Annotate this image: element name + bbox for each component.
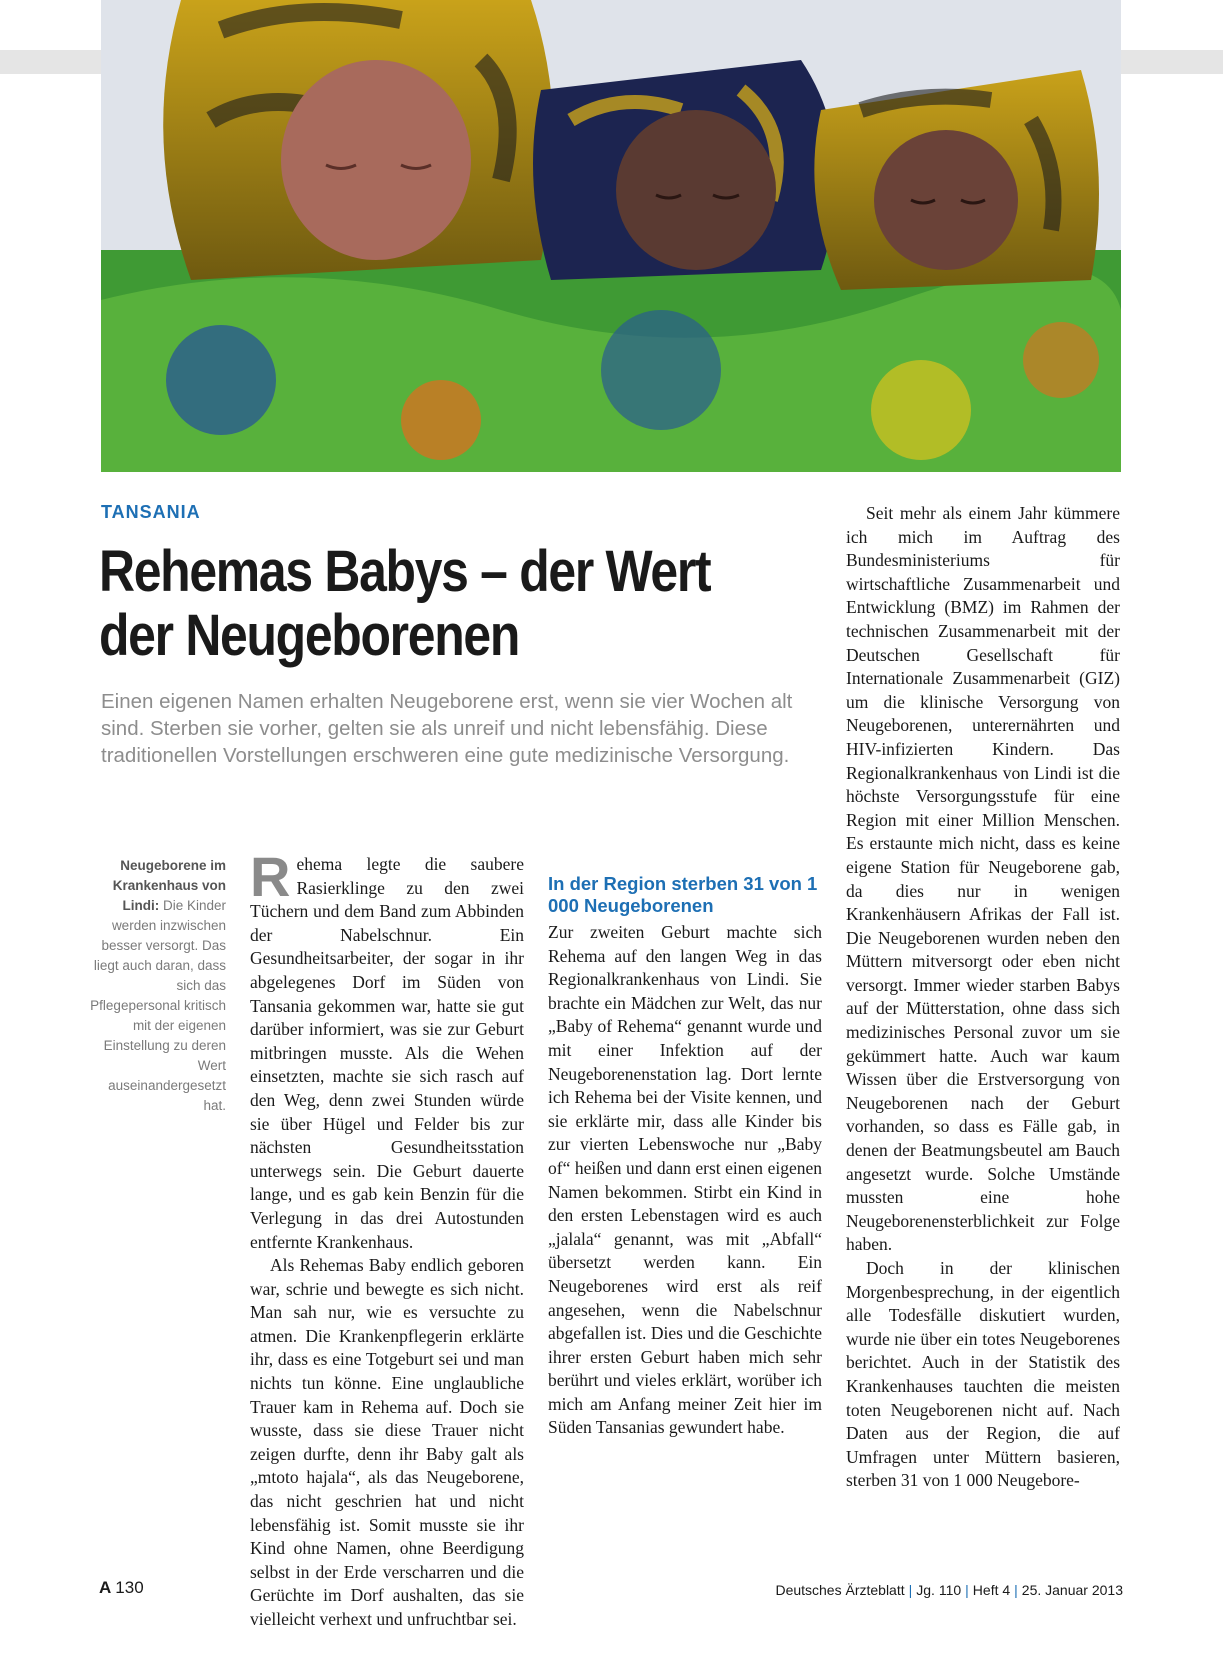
paragraph-5: Doch in der klinischen Morgenbesprechung, in der eigentlich alle Todesfälle diskutiert wurden, wurde nie über ein totes Neugeborenes berichtet. Auch in der Statistik des Krankenhauses tauchten die meisten toten Neugeborenen nicht auf. Nach Daten aus der Region, die auf Umfragen unter Müttern basieren, sterben 31 von 1 000 Neugebore- xyxy=(846,1258,1120,1491)
section-subhead: In der Region sterben 31 von 1 000 Neugeborenen xyxy=(548,873,818,916)
paragraph-2: Als Rehemas Baby endlich geboren war, schrie und bewegte es sich nicht. Man sah nur, wie es versuchte zu atmen. Die Krankenpflegerin erklärte ihr, dass es eine Totgeburt sei und man nichts tun könne. Eine unglaubliche Trauer kam in Rehema auf. Doch sie wusste, dass sie diese Trauer nicht zeigen durfte, denn ihr Baby galt als „mtoto hajala“, als das Neugeborene, das nicht geschrien hat und nicht lebensfähig ist. Somit musste sie ihr Kind ohne Namen, ohne Beerdigung selbst in der Erde verscharren und die Gerüchte im Dorf aushalten, das sie vielleicht verhext und unfruchtbar sei. xyxy=(250,1255,524,1629)
three-newborns-icon xyxy=(101,0,1121,472)
body-column-1 xyxy=(250,845,524,1629)
paragraph-1-text: ehema legte die saubere Rasierklinge zu den zwei Tüchern und dem Band zum Abbinden der Nabelschnur. Ein Gesundheitsarbeiter, der sogar in ihr abgelegenes Dorf im Süden von Tansania gekommen war, hatte sie gut darüber informiert, was sie zur Geburt mitbringen musste. Als die Wehen einsetzten, machte sie sich rasch auf den Weg, denn zwei Stunden würde sie über Hügel und Felder bis zur nächsten Gesundheitsstation unterwegs sein. Die Geburt dauerte lange, und es gab kein Benzin für die Verlegung in das drei Autostunden entfernte Krankenhaus. xyxy=(250,854,524,1252)
caption-text: Die Kinder werden inzwischen besser versorgt. Das liegt auch daran, dass sich das Pflegepersonal kritisch mit der eigenen Einstellung zu deren Wert auseinandergesetzt hat. xyxy=(90,898,226,1113)
top-band-left xyxy=(0,50,101,74)
drop-cap: R xyxy=(250,845,291,908)
journal-issue: Heft 4 xyxy=(972,1582,1011,1598)
page-number-value: 130 xyxy=(115,1578,144,1597)
paragraph-3: Zur zweiten Geburt machte sich Rehema auf den langen Weg in das Regionalkrankenhaus von Lindi. Sie brachte ein Mädchen zur Welt, das nur „Baby of Rehema“ genannt wurde und mit einer Infektion auf der Neugeborenenstation lag. Dort lernte ich Rehema bei der Visite kennen, und sie erklärte mir, dass alle Kinder bis zur vierten Lebenswoche nur „Baby of“ heißen und dann erst einen eigenen Namen bekommen. Stirbt ein Kind in den ersten Lebenstagen wird es auch „jalala“ genannt, was mit „Abfall“ übersetzt werden kann. Ein Neugeborenes wird erst als reif angesehen, wenn die Nabelschnur abgefallen ist. Dies und die Geschichte ihrer ersten Geburt haben mich sehr berührt und vieles erklärt, worüber ich mich am Anfang meiner Zeit hier im Süden Tansanias gewundert habe. xyxy=(548,922,822,1438)
journal-footer: Deutsches Ärzteblatt | Jg. 110 | Heft 4 | 25. Januar 2013 xyxy=(775,1582,1123,1598)
article-kicker: TANSANIA xyxy=(101,502,201,522)
photo-caption xyxy=(90,856,226,1116)
journal-volume: Jg. 110 xyxy=(916,1582,962,1598)
article-headline xyxy=(99,540,718,668)
page-number xyxy=(99,1578,144,1598)
top-band-right xyxy=(1121,50,1223,74)
paragraph-1 xyxy=(250,845,524,1254)
body-column-3 xyxy=(846,502,1120,1493)
headline-line-1: Rehemas Babys – der Wert xyxy=(99,539,711,604)
paragraph-4: Seit mehr als einem Jahr kümmere ich mich im Auftrag des Bundesministeriums für wirtschaftliche Zusammenarbeit und Entwicklung (BMZ) im Rahmen der technischen Zusammenarbeit mit der Deutschen Gesellschaft für Internationale Zusammenarbeit (GIZ) um die klinische Versorgung von Neugeborenen, unterernährten und HIV-infizierten Kindern. Das Regionalkrankenhaus von Lindi ist die höchste Versorgungsstufe für eine Region mit einer Million Menschen. Es erstaunte mich nicht, dass es keine eigene Station für Neugeborene gab, da dies nur in wenigen Krankenhäusern Afrikas der Fall ist. Die Neugeborenen wurden neben den Müttern mitversorgt oder eben nicht versorgt. Immer wieder starben Babys auf der Mütterstation, ohne dass sich medizinisches Personal zuvor um sie gekümmert hatte. Auch war kaum Wissen über die Erstversorgung von Neugeborenen nach der Geburt vorhanden, so dass es Fälle gab, in denen der Beatmungsbeutel am Bauch angesetzt wurde. Solche Umstände mussten eine hohe Neugeborenensterblichkeit zur Folge haben. xyxy=(846,503,1120,1255)
headline-line-2: der Neugeborenen xyxy=(99,603,520,668)
journal-name: Deutsches Ärzteblatt xyxy=(775,1582,905,1598)
page-prefix: A xyxy=(99,1578,112,1597)
article-photo xyxy=(101,0,1121,472)
article-lead: Einen eigenen Namen erhalten Neugeborene erst, wenn sie vier Wochen alt sind. Sterben sie vorher, gelten sie als unreif und nicht lebensfähig. Diese traditionellen Vorstellungen erschweren eine gute medizinische Versorgung. xyxy=(101,690,793,767)
caption-bold: Neugeborene im Krankenhaus von Lindi: xyxy=(112,858,226,913)
body-column-2 xyxy=(548,853,822,1440)
journal-date: 25. Januar 2013 xyxy=(1021,1582,1123,1598)
